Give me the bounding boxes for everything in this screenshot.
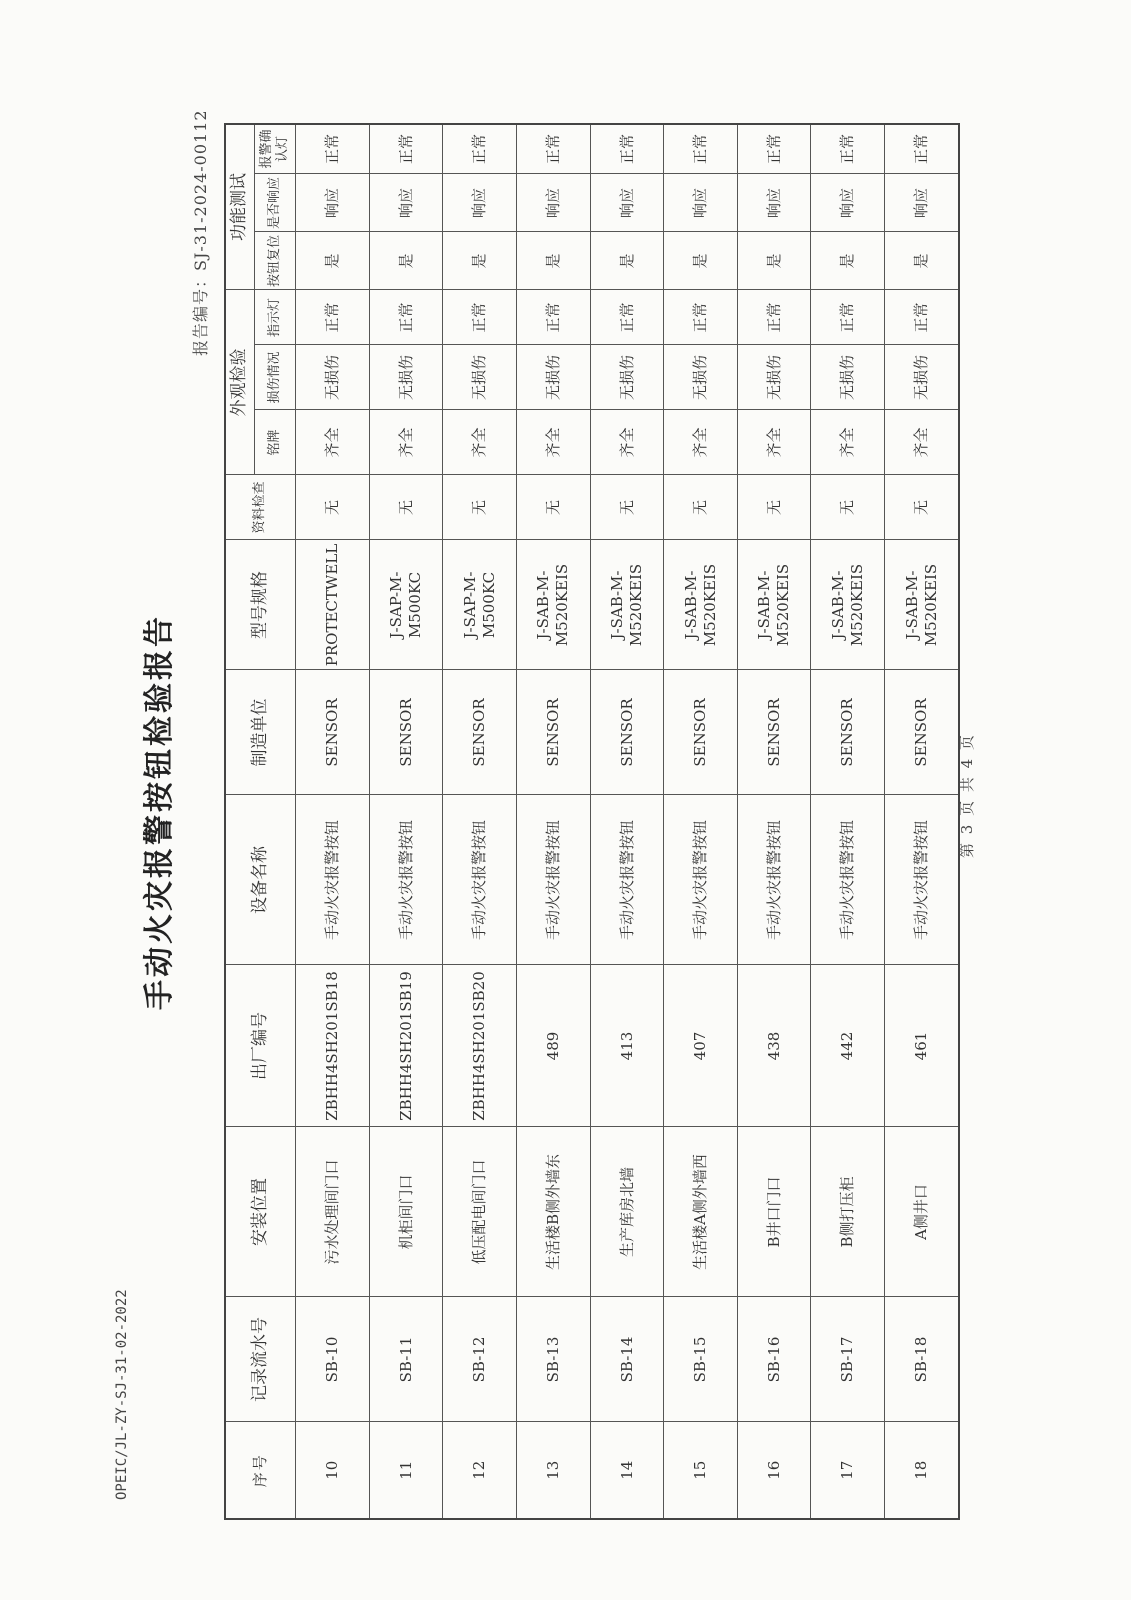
cell-docs: 无	[296, 475, 370, 540]
header-factory-no: 出厂编号	[225, 965, 296, 1127]
cell-model: J-SAP-M-M500KC	[369, 540, 443, 670]
cell-location: 生产库房北墙	[590, 1127, 664, 1297]
cell-alarm-light: 正常	[590, 124, 664, 174]
header-damage: 损伤情况	[254, 345, 295, 410]
cell-indicator: 正常	[296, 290, 370, 345]
table-row	[664, 124, 738, 1519]
cell-indicator: 正常	[664, 290, 738, 345]
cell-location: 污水处理间门口	[296, 1127, 370, 1297]
cell-location: 低压配电间门口	[443, 1127, 517, 1297]
cell-seq: 17	[811, 1422, 885, 1519]
form-code: OPEIC/JL-ZY-SJ-31-02-2022	[114, 1289, 130, 1500]
cell-manufacturer: SENSOR	[590, 670, 664, 795]
cell-docs: 无	[811, 475, 885, 540]
cell-nameplate: 齐全	[885, 410, 960, 475]
cell-manufacturer: SENSOR	[443, 670, 517, 795]
cell-manufacturer: SENSOR	[664, 670, 738, 795]
cell-device-name: 手动火灾报警按钮	[443, 795, 517, 965]
header-seq: 序号	[225, 1422, 296, 1519]
cell-damage: 无损伤	[664, 345, 738, 410]
cell-seq: 15	[664, 1422, 738, 1519]
cell-factory-no: 413	[590, 965, 664, 1127]
header-alarm-light: 报警确认灯	[254, 124, 295, 174]
cell-device-name: 手动火灾报警按钮	[885, 795, 960, 965]
cell-damage: 无损伤	[516, 345, 590, 410]
header-model: 型号规格	[225, 540, 296, 670]
cell-seq: 12	[443, 1422, 517, 1519]
cell-manufacturer: SENSOR	[516, 670, 590, 795]
cell-damage: 无损伤	[590, 345, 664, 410]
cell-factory-no: ZBHH4SH201SB18	[296, 965, 370, 1127]
cell-docs: 无	[516, 475, 590, 540]
cell-record: SB-12	[443, 1297, 517, 1422]
cell-damage: 无损伤	[296, 345, 370, 410]
cell-damage: 无损伤	[885, 345, 960, 410]
cell-device-name: 手动火灾报警按钮	[296, 795, 370, 965]
cell-record: SB-13	[516, 1297, 590, 1422]
cell-reset: 是	[811, 232, 885, 290]
cell-seq: 11	[369, 1422, 443, 1519]
cell-location: 机柜间门口	[369, 1127, 443, 1297]
cell-reset: 是	[516, 232, 590, 290]
cell-model: J-SAB-M-M520KEIS	[737, 540, 811, 670]
cell-manufacturer: SENSOR	[369, 670, 443, 795]
cell-response: 响应	[737, 174, 811, 232]
cell-record: SB-11	[369, 1297, 443, 1422]
cell-damage: 无损伤	[443, 345, 517, 410]
cell-nameplate: 齐全	[443, 410, 517, 475]
cell-seq: 16	[737, 1422, 811, 1519]
cell-factory-no: 461	[885, 965, 960, 1127]
cell-alarm-light: 正常	[369, 124, 443, 174]
cell-seq: 10	[296, 1422, 370, 1519]
cell-manufacturer: SENSOR	[737, 670, 811, 795]
cell-indicator: 正常	[811, 290, 885, 345]
cell-response: 响应	[516, 174, 590, 232]
header-manufacturer: 制造单位	[225, 670, 296, 795]
cell-nameplate: 齐全	[664, 410, 738, 475]
cell-nameplate: 齐全	[369, 410, 443, 475]
table-row	[590, 124, 664, 1519]
cell-device-name: 手动火灾报警按钮	[737, 795, 811, 965]
table-row	[737, 124, 811, 1519]
cell-manufacturer: SENSOR	[885, 670, 960, 795]
cell-damage: 无损伤	[811, 345, 885, 410]
cell-alarm-light: 正常	[664, 124, 738, 174]
cell-damage: 无损伤	[369, 345, 443, 410]
cell-indicator: 正常	[369, 290, 443, 345]
cell-model: J-SAB-M-M520KEIS	[516, 540, 590, 670]
header-response: 是否响应	[254, 174, 295, 232]
cell-indicator: 正常	[516, 290, 590, 345]
cell-response: 响应	[664, 174, 738, 232]
cell-location: 生活楼A侧外墙西	[664, 1127, 738, 1297]
cell-docs: 无	[369, 475, 443, 540]
cell-factory-no: 442	[811, 965, 885, 1127]
cell-reset: 是	[664, 232, 738, 290]
cell-device-name: 手动火灾报警按钮	[590, 795, 664, 965]
header-reset: 按钮复位	[254, 232, 295, 290]
cell-factory-no: ZBHH4SH201SB19	[369, 965, 443, 1127]
table-row	[811, 124, 885, 1519]
cell-response: 响应	[811, 174, 885, 232]
cell-record: SB-16	[737, 1297, 811, 1422]
header-function-test: 功能测试	[225, 124, 254, 290]
header-record: 记录流水号	[225, 1297, 296, 1422]
header-row-1	[225, 124, 254, 1519]
cell-model: J-SAB-M-M520KEIS	[664, 540, 738, 670]
cell-docs: 无	[664, 475, 738, 540]
table-row	[443, 124, 517, 1519]
cell-alarm-light: 正常	[443, 124, 517, 174]
cell-alarm-light: 正常	[811, 124, 885, 174]
cell-indicator: 正常	[443, 290, 517, 345]
cell-damage: 无损伤	[737, 345, 811, 410]
cell-indicator: 正常	[885, 290, 960, 345]
cell-device-name: 手动火灾报警按钮	[811, 795, 885, 965]
table-row	[369, 124, 443, 1519]
header-device-name: 设备名称	[225, 795, 296, 965]
cell-record: SB-14	[590, 1297, 664, 1422]
table-row	[885, 124, 960, 1519]
cell-location: B侧打压柜	[811, 1127, 885, 1297]
cell-model: J-SAB-M-M520KEIS	[885, 540, 960, 670]
cell-seq: 13	[516, 1422, 590, 1519]
cell-manufacturer: SENSOR	[811, 670, 885, 795]
cell-reset: 是	[590, 232, 664, 290]
cell-nameplate: 齐全	[516, 410, 590, 475]
cell-record: SB-17	[811, 1297, 885, 1422]
inspection-table	[224, 123, 960, 1520]
cell-docs: 无	[885, 475, 960, 540]
cell-alarm-light: 正常	[296, 124, 370, 174]
cell-docs: 无	[590, 475, 664, 540]
cell-reset: 是	[885, 232, 960, 290]
header-indicator: 指示灯	[254, 290, 295, 345]
cell-nameplate: 齐全	[590, 410, 664, 475]
cell-nameplate: 齐全	[296, 410, 370, 475]
header-location: 安装位置	[225, 1127, 296, 1297]
inspection-table-container	[224, 125, 954, 1520]
cell-alarm-light: 正常	[885, 124, 960, 174]
cell-response: 响应	[885, 174, 960, 232]
cell-docs: 无	[443, 475, 517, 540]
cell-factory-no: ZBHH4SH201SB20	[443, 965, 517, 1127]
report-number: 报告编号：SJ-31-2024-00112	[191, 109, 210, 356]
cell-alarm-light: 正常	[737, 124, 811, 174]
cell-reset: 是	[369, 232, 443, 290]
cell-location: 生活楼B侧外墙东	[516, 1127, 590, 1297]
cell-factory-no: 407	[664, 965, 738, 1127]
cell-model: J-SAB-M-M520KEIS	[590, 540, 664, 670]
cell-response: 响应	[590, 174, 664, 232]
cell-device-name: 手动火灾报警按钮	[516, 795, 590, 965]
cell-docs: 无	[737, 475, 811, 540]
cell-model: J-SAB-M-M520KEIS	[811, 540, 885, 670]
cell-location: B井口门口	[737, 1127, 811, 1297]
cell-record: SB-15	[664, 1297, 738, 1422]
cell-device-name: 手动火灾报警按钮	[369, 795, 443, 965]
cell-manufacturer: SENSOR	[296, 670, 370, 795]
cell-reset: 是	[296, 232, 370, 290]
cell-device-name: 手动火灾报警按钮	[664, 795, 738, 965]
cell-model: PROTECTWELL	[296, 540, 370, 670]
table-row	[516, 124, 590, 1519]
table-row	[296, 124, 370, 1519]
cell-indicator: 正常	[590, 290, 664, 345]
cell-indicator: 正常	[737, 290, 811, 345]
table-body	[296, 124, 960, 1519]
cell-record: SB-10	[296, 1297, 370, 1422]
header-docs-check: 资料检查	[225, 475, 296, 540]
cell-nameplate: 齐全	[811, 410, 885, 475]
cell-response: 响应	[296, 174, 370, 232]
cell-seq: 18	[885, 1422, 960, 1519]
page-title: 手动火灾报警按钮检验报告	[142, 614, 177, 1010]
cell-location: A侧井口	[885, 1127, 960, 1297]
cell-model: J-SAP-M-M500KC	[443, 540, 517, 670]
header-appearance: 外观检验	[225, 290, 254, 475]
page-number: 第 3 页 共 4 页	[958, 733, 976, 858]
header-nameplate: 铭牌	[254, 410, 295, 475]
cell-response: 响应	[369, 174, 443, 232]
cell-response: 响应	[443, 174, 517, 232]
cell-factory-no: 489	[516, 965, 590, 1127]
cell-reset: 是	[443, 232, 517, 290]
cell-record: SB-18	[885, 1297, 960, 1422]
cell-reset: 是	[737, 232, 811, 290]
cell-nameplate: 齐全	[737, 410, 811, 475]
cell-alarm-light: 正常	[516, 124, 590, 174]
cell-factory-no: 438	[737, 965, 811, 1127]
cell-seq: 14	[590, 1422, 664, 1519]
